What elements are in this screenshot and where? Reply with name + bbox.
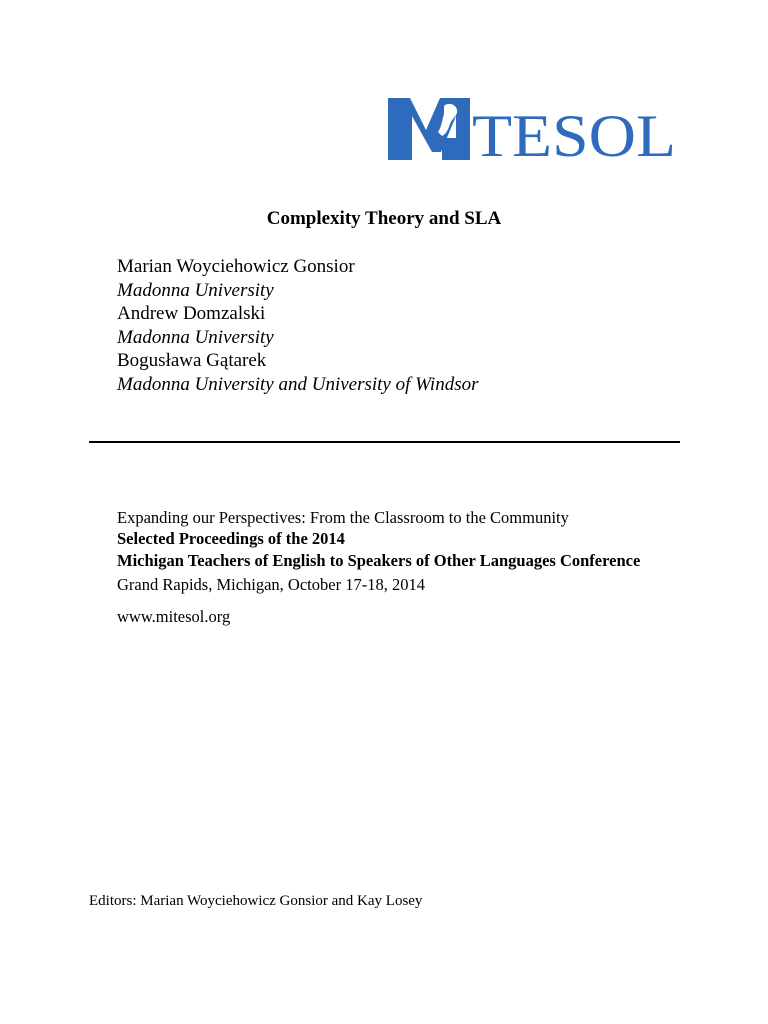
horizontal-rule	[89, 441, 680, 443]
website-link[interactable]: www.mitesol.org	[117, 607, 231, 626]
author-name: Andrew Domzalski	[117, 303, 266, 325]
conference-name: Michigan Teachers of English to Speakers of Other Languages Conference	[117, 551, 641, 570]
proceedings-theme: Expanding our Perspectives: From the Classroom to the Community	[117, 508, 569, 527]
conference-location-date: Grand Rapids, Michigan, October 17-18, 2014	[117, 575, 425, 594]
logo-wordmark: TESOL	[472, 103, 676, 164]
author-name: Marian Woyciehowicz Gonsior	[117, 256, 355, 277]
author-affiliation: Madonna University	[117, 326, 274, 348]
author-affiliation: Madonna University	[117, 279, 274, 301]
author-list	[117, 255, 479, 397]
editors-line: Editors: Marian Woyciehowicz Gonsior and Kay Losey	[89, 893, 423, 909]
author-affiliation: Madonna University and University of Windsor	[117, 373, 479, 395]
paper-title: Complexity Theory and SLA	[266, 208, 502, 229]
mitesol-logo	[386, 94, 678, 164]
proceedings-series: Selected Proceedings of the 2014	[117, 529, 345, 548]
mitesol-logo-graphic	[386, 94, 678, 164]
proceedings-block	[117, 507, 640, 628]
author-name: Bogusława Gątarek	[117, 350, 267, 372]
